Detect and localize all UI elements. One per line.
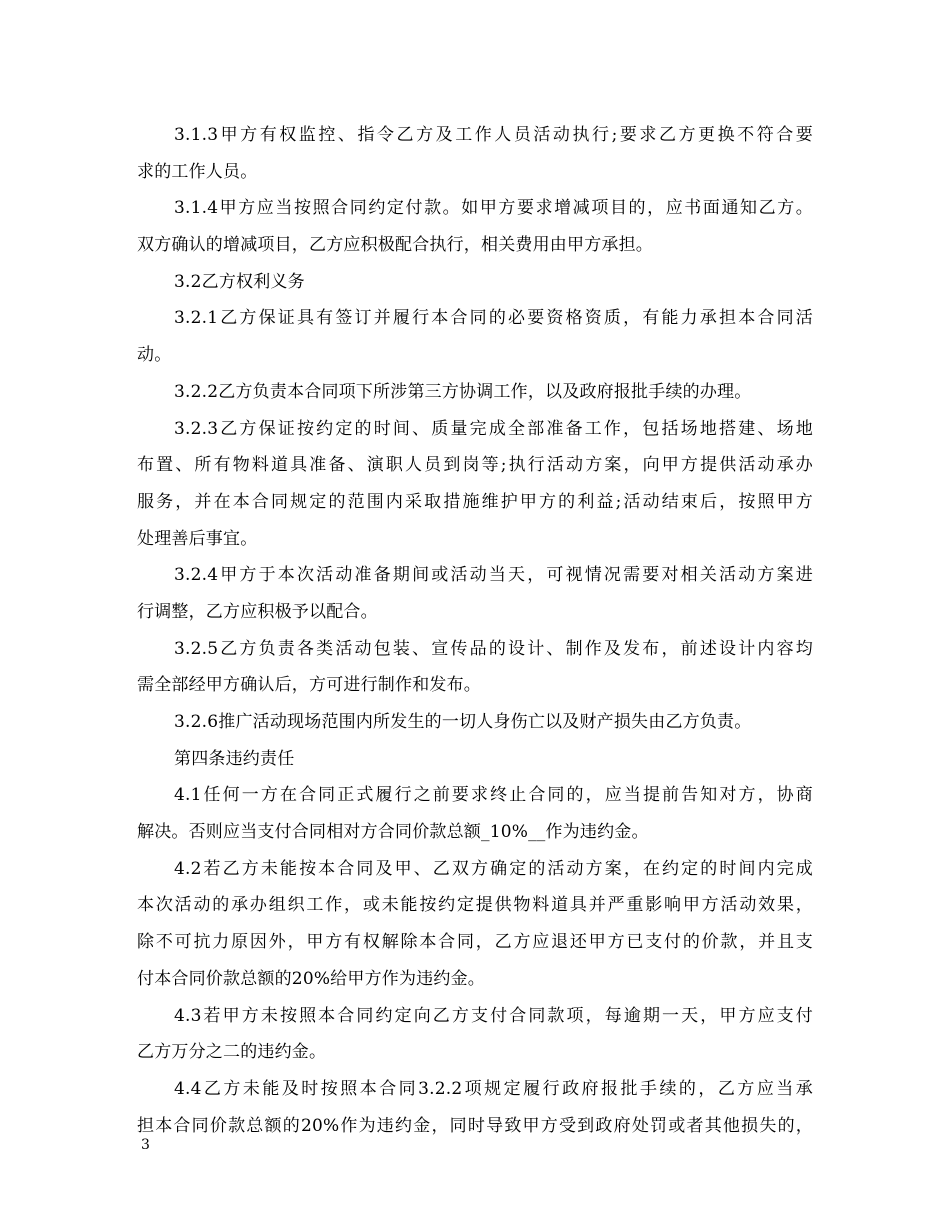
page-number: 3 [141, 1137, 150, 1153]
text-line: 3.2.3乙方保证按约定的时间、质量完成全部准备工作，包括场地搭建、场地 [174, 418, 813, 439]
text-line: 乙方万分之二的违约金。 [137, 1042, 327, 1063]
text-line: 担本合同价款总额的20%作为违约金，同时导致甲方受到政府处罚或者其他损失的， [137, 1115, 813, 1136]
text-line: 4.1任何一方在合同正式履行之前要求终止合同的，应当提前告知对方，协商 [174, 785, 813, 806]
text-line: 需全部经甲方确认后，方可进行制作和发布。 [137, 675, 481, 696]
text-line: 求的工作人员。 [137, 161, 258, 182]
text-line: 布置、所有物料道具准备、演职人员到岗等;执行活动方案，向甲方提供活动承办 [137, 455, 813, 476]
text-line: 双方确认的增减项目，乙方应积极配合执行，相关费用由甲方承担。 [137, 235, 653, 256]
text-line: 3.2.6推广活动现场范围内所发生的一切人身伤亡以及财产损失由乙方负责。 [174, 712, 752, 732]
text-line: 4.2若乙方未能按本合同及甲、乙双方确定的活动方案，在约定的时间内完成 [174, 858, 813, 879]
text-line: 3.2.2乙方负责本合同项下所涉第三方协调工作，以及政府报批手续的办理。 [174, 381, 752, 402]
text-line: 3.2.1乙方保证具有签订并履行本合同的必要资格资质，有能力承担本合同活 [174, 308, 813, 329]
text-line: 3.1.4甲方应当按照合同约定付款。如甲方要求增减项目的，应书面通知乙方。 [174, 198, 813, 219]
text-line: 除不可抗力原因外，甲方有权解除本合同，乙方应退还甲方已支付的价款，并且支 [137, 932, 813, 953]
text-line: 解决。否则应当支付合同相对方合同价款总额_10%__作为违约金。 [137, 822, 649, 843]
text-line: 行调整，乙方应积极予以配合。 [137, 601, 378, 622]
text-line: 3.2.4甲方于本次活动准备期间或活动当天，可视情况需要对相关活动方案进 [174, 565, 813, 586]
text-line: 3.2.5乙方负责各类活动包装、宣传品的设计、制作及发布，前述设计内容均 [174, 638, 813, 659]
text-line: 3.2乙方权利义务 [174, 271, 305, 292]
text-line: 3.1.3甲方有权监控、指令乙方及工作人员活动执行;要求乙方更换不符合要 [174, 125, 813, 145]
text-line: 本次活动的承办组织工作，或未能按约定提供物料道具并严重影响甲方活动效果， [137, 895, 813, 916]
text-line: 动。 [137, 345, 172, 366]
text-line: 第四条违约责任 [174, 748, 295, 769]
text-line: 服务，并在本合同规定的范围内采取措施维护甲方的利益;活动结束后，按照甲方 [137, 491, 813, 512]
text-line: 4.4乙方未能及时按照本合同3.2.2项规定履行政府报批手续的，乙方应当承 [174, 1078, 813, 1099]
text-line: 4.3若甲方未按照本合同约定向乙方支付合同款项，每逾期一天，甲方应支付 [174, 1005, 813, 1026]
text-line: 处理善后事宜。 [137, 528, 258, 549]
contract-body-text [137, 117, 813, 1144]
text-line: 付本合同价款总额的20%给甲方作为违约金。 [137, 968, 485, 989]
